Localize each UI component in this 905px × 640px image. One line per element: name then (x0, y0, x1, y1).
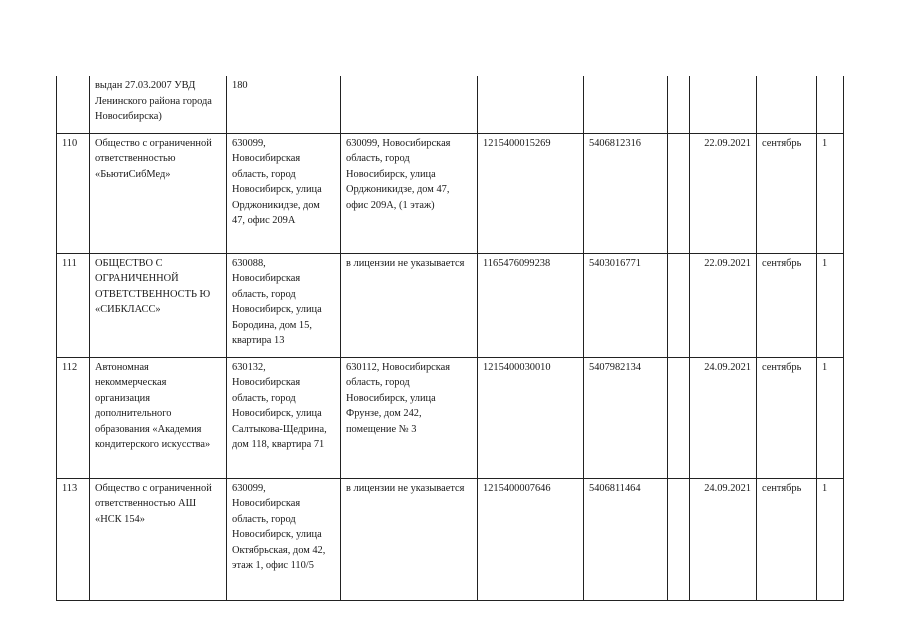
row-number-cell: 112 (57, 357, 90, 478)
empty-cell (668, 253, 690, 357)
organization-name-cell: Общество с ограниченной ответственностью АШ «НСК 154» (90, 478, 227, 600)
row-number-cell (57, 76, 90, 133)
legal-address-cell: 630099, Новосибирская область, город Новосибирск, улица Октябрьская, дом 42, этаж 1, офис 110/5 (227, 478, 341, 600)
date-cell: 24.09.2021 (690, 478, 757, 600)
legal-address-cell: 630099, Новосибирская область, город Новосибирск, улица Орджоникидзе, дом 47, офис 209А (227, 133, 341, 253)
month-cell: сентябрь (757, 253, 817, 357)
count-cell: 1 (817, 478, 844, 600)
empty-cell (668, 357, 690, 478)
organization-name-cell: Автономная некоммерческая организация дополнительного образования «Академия кондитерского искусства» (90, 357, 227, 478)
count-cell: 1 (817, 133, 844, 253)
count-cell: 1 (817, 357, 844, 478)
ogrn-cell: 1215400007646 (478, 478, 584, 600)
activity-address-cell: 630112, Новосибирская область, город Новосибирск, улица Фрунзе, дом 242, помещение № 3 (341, 357, 478, 478)
license-registry-table (56, 76, 844, 601)
organization-name-cell: ОБЩЕСТВО С ОГРАНИЧЕННОЙ ОТВЕТСТВЕННОСТЬ Ю «СИБКЛАСС» (90, 253, 227, 357)
empty-cell (668, 133, 690, 253)
date-cell: 22.09.2021 (690, 133, 757, 253)
date-cell (690, 76, 757, 133)
ogrn-cell: 1215400030010 (478, 357, 584, 478)
ogrn-cell: 1215400015269 (478, 133, 584, 253)
ogrn-cell (478, 76, 584, 133)
table-row (57, 478, 844, 600)
inn-cell (584, 76, 668, 133)
inn-cell: 5407982134 (584, 357, 668, 478)
row-number-cell: 113 (57, 478, 90, 600)
empty-cell (668, 76, 690, 133)
date-cell: 24.09.2021 (690, 357, 757, 478)
row-number-cell: 111 (57, 253, 90, 357)
table-row (57, 253, 844, 357)
inn-cell: 5406811464 (584, 478, 668, 600)
organization-name-cell: выдан 27.03.2007 УВД Ленинского района города Новосибирска) (90, 76, 227, 133)
date-cell: 22.09.2021 (690, 253, 757, 357)
row-number-cell: 110 (57, 133, 90, 253)
table-row (57, 76, 844, 133)
month-cell: сентябрь (757, 133, 817, 253)
inn-cell: 5403016771 (584, 253, 668, 357)
ogrn-cell: 1165476099238 (478, 253, 584, 357)
month-cell: сентябрь (757, 357, 817, 478)
month-cell (757, 76, 817, 133)
legal-address-cell: 630088, Новосибирская область, город Новосибирск, улица Бородина, дом 15, квартира 13 (227, 253, 341, 357)
organization-name-cell: Общество с ограниченной ответственностью «БьютиСибМед» (90, 133, 227, 253)
empty-cell (668, 478, 690, 600)
legal-address-cell: 180 (227, 76, 341, 133)
activity-address-cell: в лицензии не указывается (341, 478, 478, 600)
table-row (57, 357, 844, 478)
inn-cell: 5406812316 (584, 133, 668, 253)
activity-address-cell (341, 76, 478, 133)
activity-address-cell: в лицензии не указывается (341, 253, 478, 357)
count-cell (817, 76, 844, 133)
month-cell: сентябрь (757, 478, 817, 600)
activity-address-cell: 630099, Новосибирская область, город Новосибирск, улица Орджоникидзе, дом 47, офис 209А, (1 этаж) (341, 133, 478, 253)
table-row (57, 133, 844, 253)
legal-address-cell: 630132, Новосибирская область, город Новосибирск, улица Салтыкова-Щедрина, дом 118, квартира 71 (227, 357, 341, 478)
count-cell: 1 (817, 253, 844, 357)
